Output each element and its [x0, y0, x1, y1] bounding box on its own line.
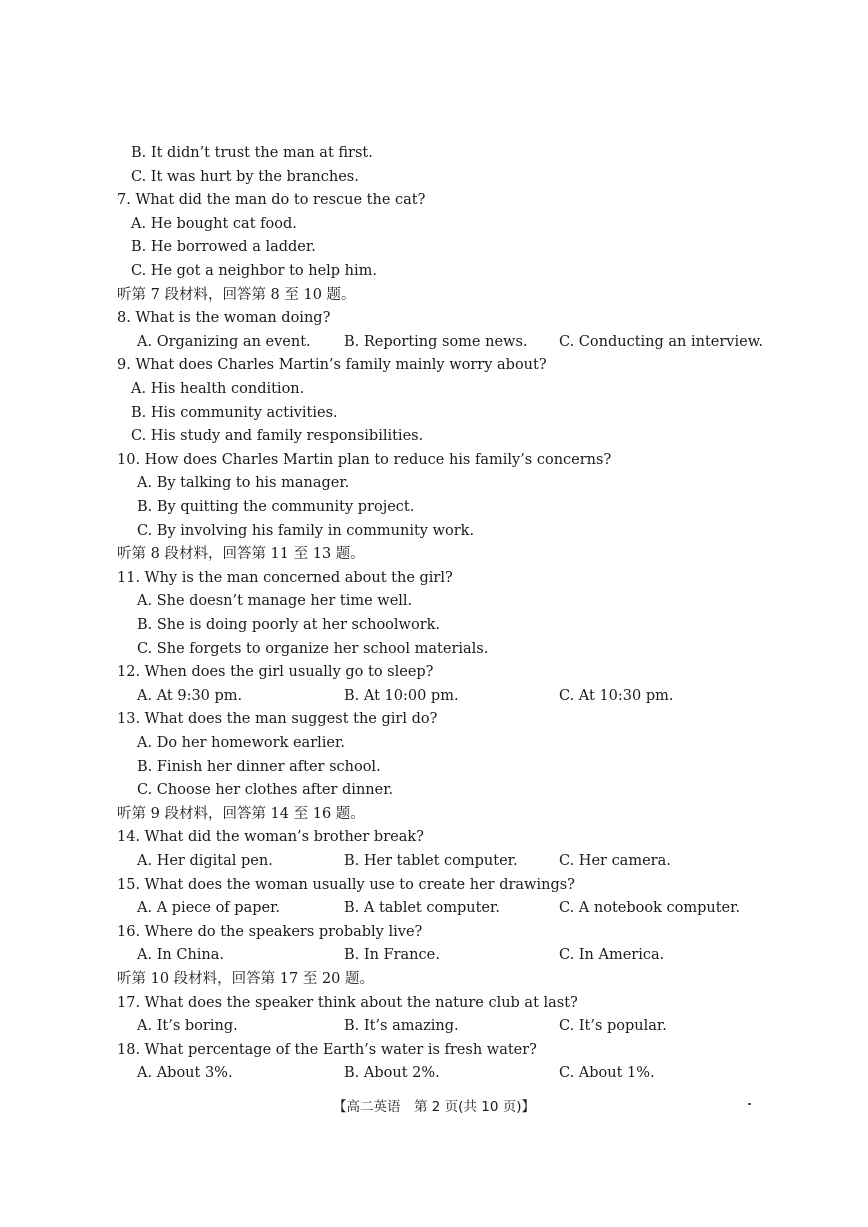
- option-line: C. It was hurt by the branches.: [131, 168, 359, 185]
- option-row: [117, 685, 767, 709]
- page-footer: 【高二英语 第 2 页(共 10 页)】: [333, 1099, 535, 1115]
- option-b: B. It’s amazing.: [344, 1018, 459, 1035]
- question-line: 9. What does Charles Martin’s family mainly worry about?: [117, 357, 547, 374]
- option-line: B. Finish her dinner after school.: [137, 758, 381, 775]
- option-b: B. Reporting some news.: [344, 333, 528, 350]
- question-line: 听第 8 段材料，回答第 11 至 13 题。: [117, 546, 365, 563]
- question-line: 7. What did the man do to rescue the cat?: [117, 192, 426, 209]
- option-row: [117, 331, 767, 355]
- question-line: 15. What does the woman usually use to create her drawings?: [117, 876, 575, 893]
- option-c: C. It’s popular.: [559, 1018, 667, 1035]
- question-line: 13. What does the man suggest the girl do?: [117, 711, 438, 728]
- option-a: A. At 9:30 pm.: [137, 687, 243, 704]
- option-a: A. A piece of paper.: [137, 900, 281, 917]
- option-a: A. Her digital pen.: [137, 853, 273, 869]
- scan-mark: [748, 1103, 751, 1105]
- option-c: C. At 10:30 pm.: [559, 687, 674, 704]
- option-a: A. Organizing an event.: [137, 333, 311, 350]
- option-b: B. About 2%.: [344, 1065, 440, 1082]
- option-line: A. By talking to his manager.: [137, 475, 350, 492]
- option-c: C. Her camera.: [559, 853, 671, 869]
- option-line: A. He bought cat food.: [131, 215, 297, 232]
- question-line: 11. Why is the man concerned about the girl?: [117, 569, 453, 586]
- option-c: C. In America.: [559, 947, 665, 964]
- question-line: 听第 7 段材料，回答第 8 至 10 题。: [117, 286, 356, 303]
- option-line: C. Choose her clothes after dinner.: [137, 782, 394, 799]
- option-line: B. She is doing poorly at her schoolwork.: [137, 617, 441, 633]
- question-line: 听第 10 段材料，回答第 17 至 20 题。: [117, 971, 375, 987]
- option-line: A. Do her homework earlier.: [137, 735, 345, 751]
- option-line: C. She forgets to organize her school materials.: [137, 640, 489, 657]
- option-row: [117, 897, 767, 921]
- question-line: 16. Where do the speakers probably live?: [117, 923, 423, 940]
- option-line: B. By quitting the community project.: [137, 499, 415, 515]
- option-row: [117, 944, 767, 968]
- option-line: B. He borrowed a ladder.: [131, 239, 316, 256]
- option-line: C. His study and family responsibilities.: [131, 428, 424, 445]
- option-line: A. His health condition.: [131, 381, 305, 397]
- option-c: C. About 1%.: [559, 1065, 655, 1082]
- option-a: A. It’s boring.: [137, 1018, 238, 1035]
- option-b: B. A tablet computer.: [344, 900, 500, 917]
- question-line: 18. What percentage of the Earth’s water is fresh water?: [117, 1041, 537, 1058]
- option-row: [117, 1015, 767, 1039]
- question-line: 17. What does the speaker think about the nature club at last?: [117, 994, 578, 1011]
- option-line: B. His community activities.: [131, 404, 338, 421]
- option-b: B. At 10:00 pm.: [344, 687, 459, 704]
- option-row: [117, 850, 767, 874]
- question-line: 12. When does the girl usually go to sleep?: [117, 664, 434, 681]
- option-line: A. She doesn’t manage her time well.: [137, 593, 413, 610]
- option-c: C. Conducting an interview.: [559, 333, 764, 350]
- option-c: C. A notebook computer.: [559, 900, 741, 917]
- option-a: A. In China.: [137, 947, 225, 964]
- option-a: A. About 3%.: [137, 1065, 233, 1082]
- question-line: 听第 9 段材料，回答第 14 至 16 题。: [117, 805, 365, 822]
- option-b: B. Her tablet computer.: [344, 853, 518, 869]
- question-line: 8. What is the woman doing?: [117, 310, 331, 327]
- question-line: 10. How does Charles Martin plan to reduce his family’s concerns?: [117, 451, 612, 468]
- question-line: 14. What did the woman’s brother break?: [117, 829, 424, 846]
- option-line: C. He got a neighbor to help him.: [131, 263, 378, 279]
- option-b: B. In France.: [344, 947, 440, 964]
- option-line: C. By involving his family in community work.: [137, 522, 475, 539]
- option-line: B. It didn’t trust the man at first.: [131, 145, 373, 161]
- option-row: [117, 1062, 767, 1086]
